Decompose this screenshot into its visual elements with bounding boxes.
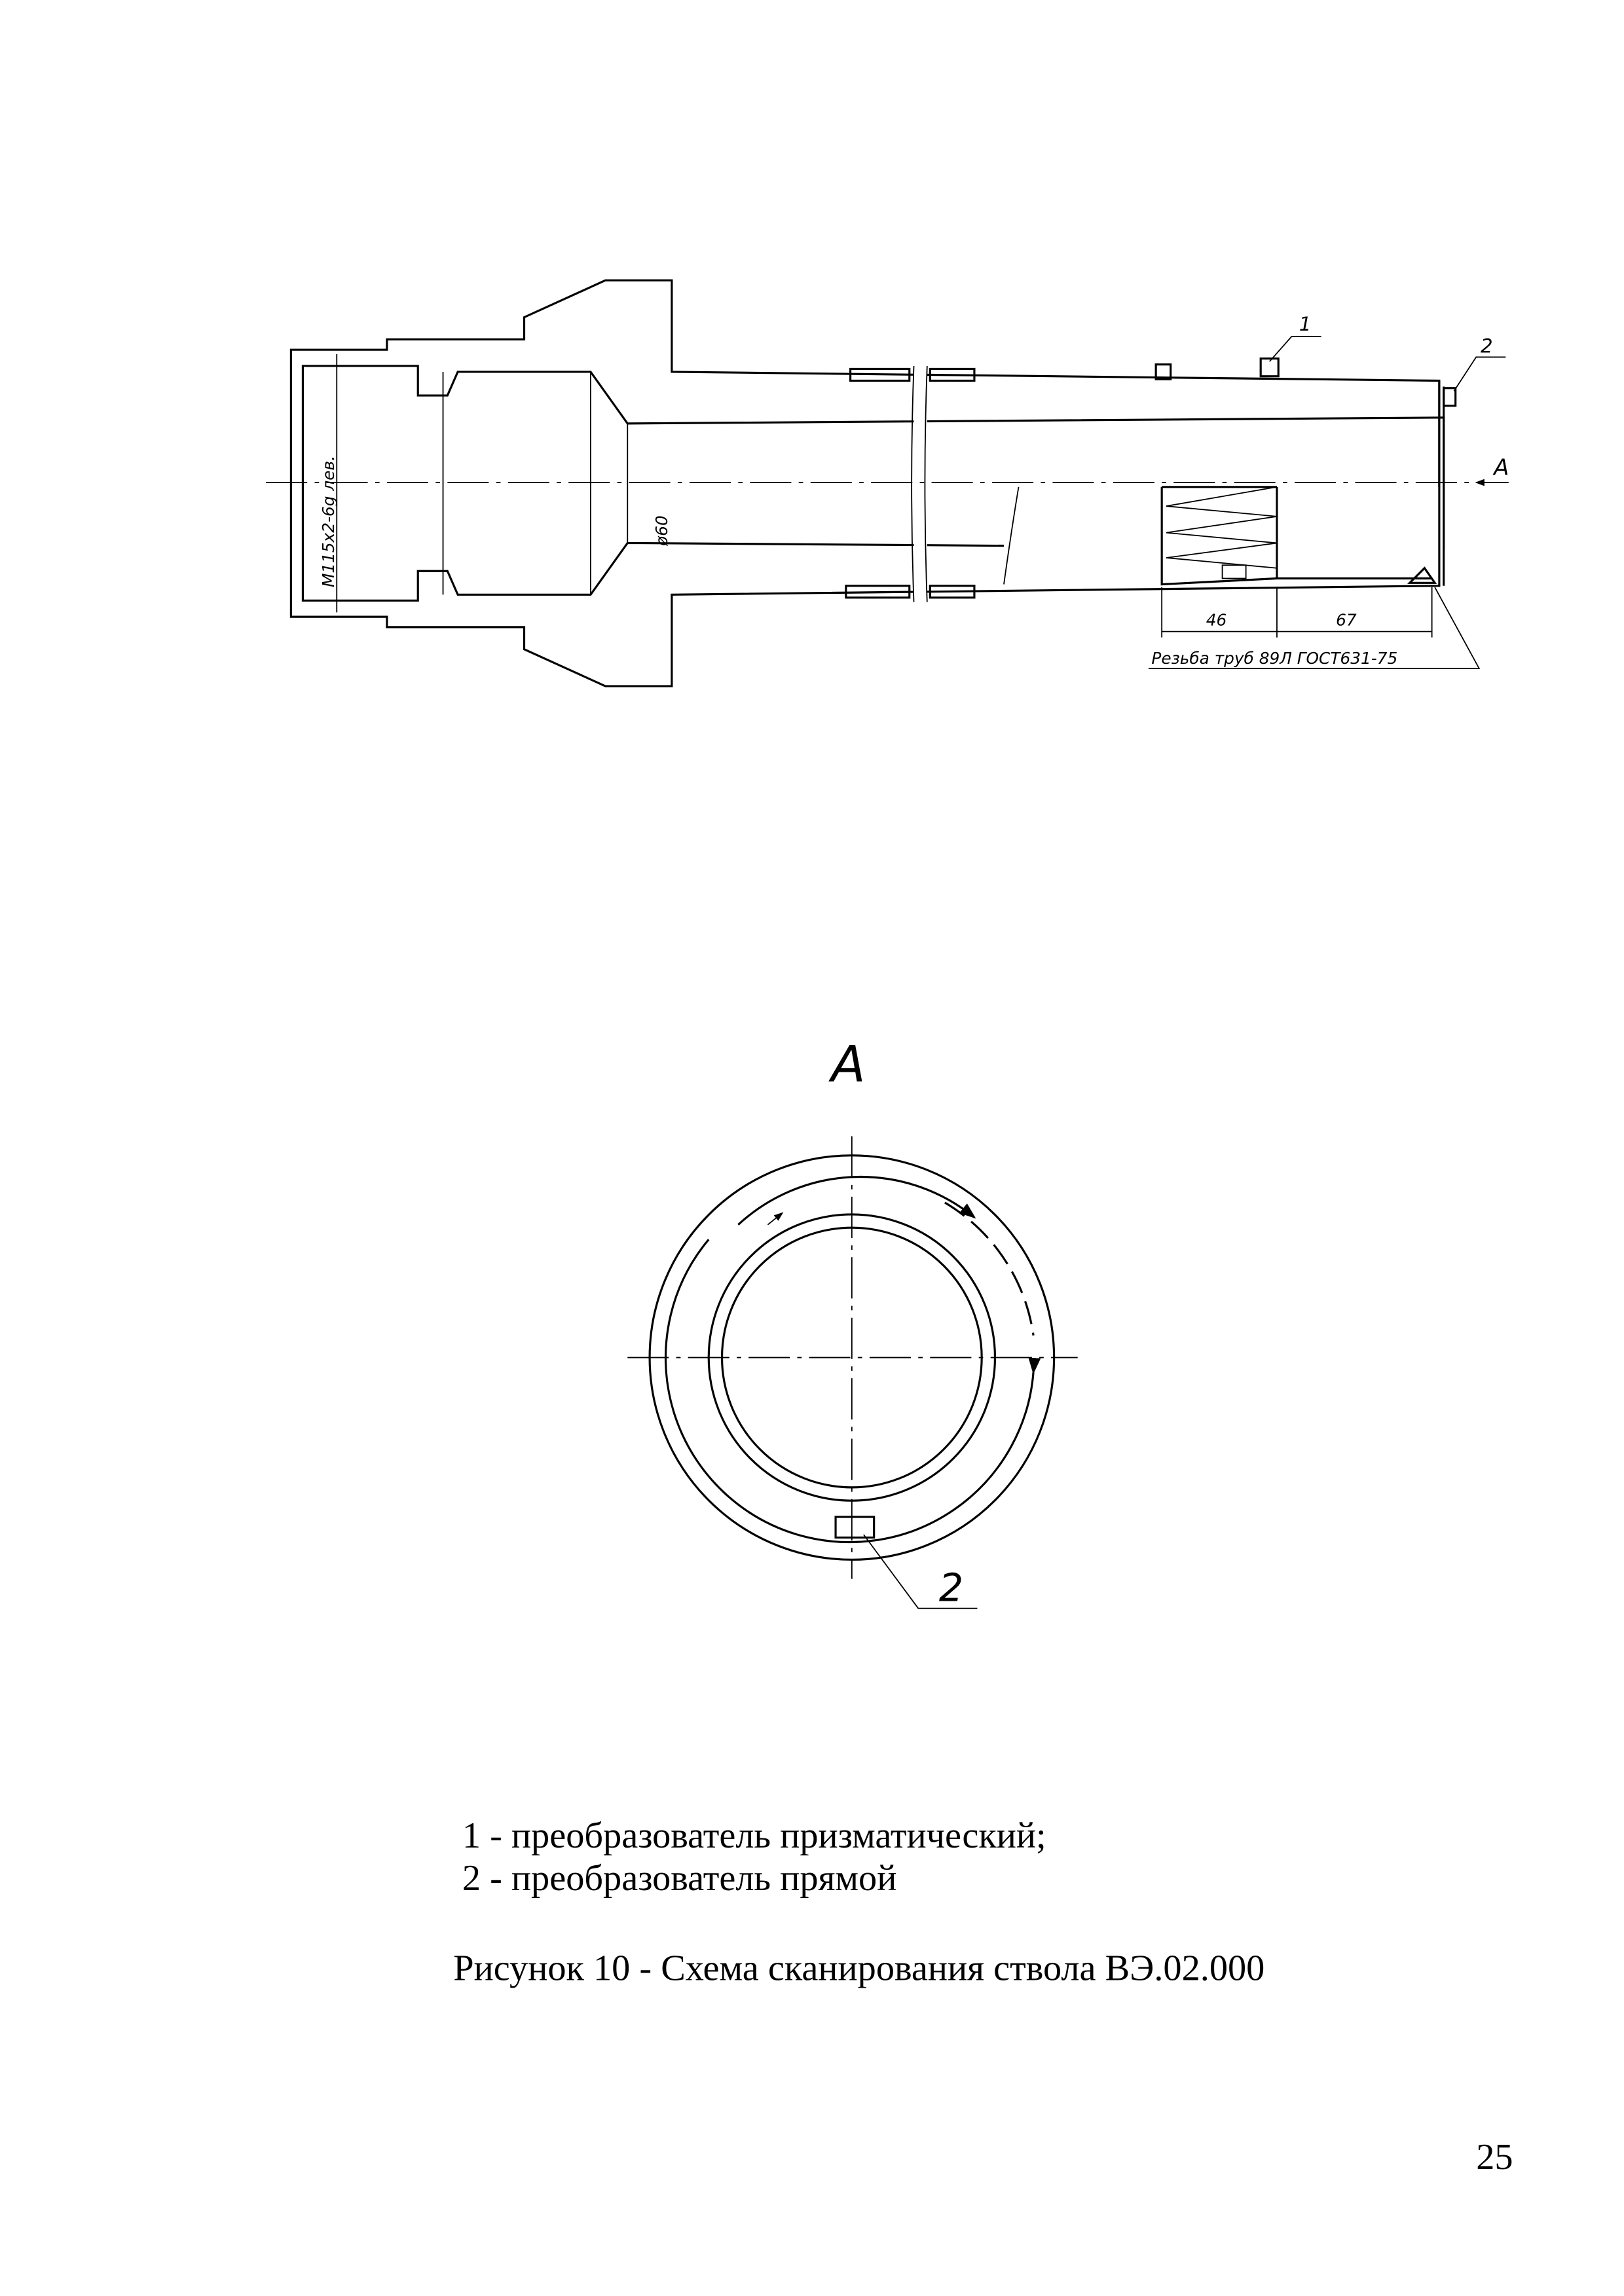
pipe-thread-note: Резьба труб 89Л ГОСТ631-75: [1151, 649, 1398, 668]
straight-transducer: [836, 1517, 874, 1538]
figure-caption: Рисунок 10 - Схема сканирования ствола ВЭ.02.000: [453, 1948, 1265, 1989]
callout-1: 1: [1299, 312, 1312, 335]
legend-item-2: 2 - преобразователь прямой: [462, 1858, 897, 1899]
bore-diameter-label: ø60: [652, 515, 672, 546]
section-callout-2: 2: [938, 1565, 964, 1611]
thread-label: М115х2-6g лев.: [318, 456, 338, 588]
page-number: 25: [1476, 2137, 1513, 2178]
section-view-title: А: [831, 1036, 866, 1095]
legend-item-1: 1 - преобразователь призматический;: [462, 1815, 1046, 1856]
dimension-46: 46: [1206, 610, 1227, 630]
dimension-67: 67: [1336, 610, 1357, 630]
barrel-body-hatched: [291, 280, 1439, 686]
section-view-a: [627, 1036, 1077, 1610]
callout-2: 2: [1480, 335, 1493, 357]
barrel-section-drawing: [266, 280, 1509, 686]
view-marker: А: [1494, 454, 1509, 481]
